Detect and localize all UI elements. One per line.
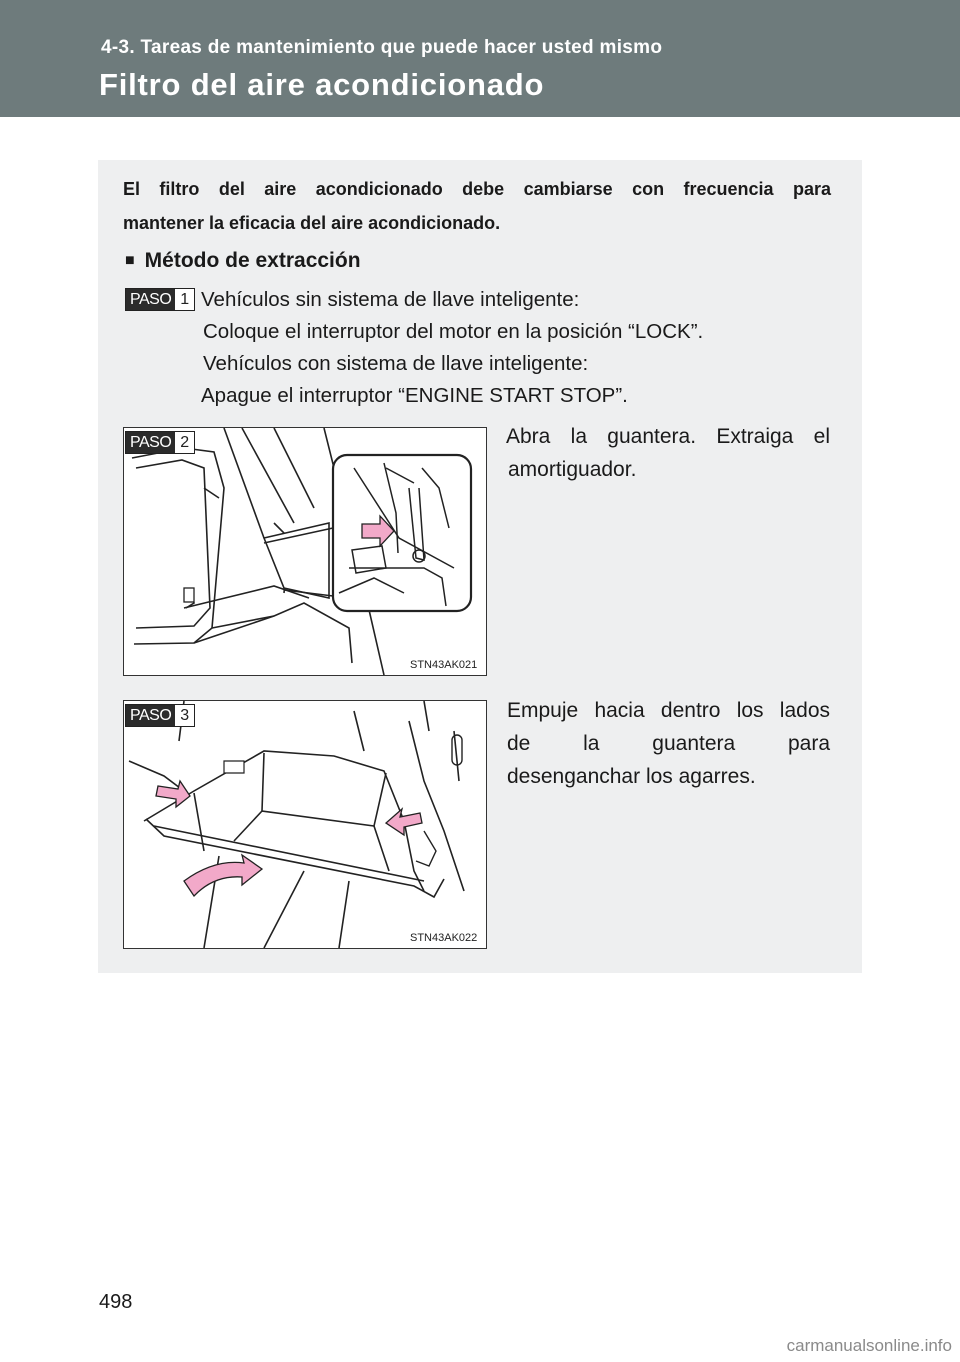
glovebox-unhook-illustration xyxy=(124,701,486,948)
step-2-line-1: Abra la guantera. Extraiga el xyxy=(506,425,830,448)
intro-line-1: El filtro del aire acondicionado debe cambiarse con frecuencia para xyxy=(123,179,831,199)
step-3-line-2: de la guantera para xyxy=(507,732,830,755)
step-1-badge xyxy=(125,288,195,311)
page-header xyxy=(0,0,960,117)
step-number: 1 xyxy=(180,291,190,308)
step-1-text xyxy=(201,284,703,412)
figure-code: STN43AK022 xyxy=(410,932,478,944)
figure-code: STN43AK021 xyxy=(410,659,478,671)
square-bullet-icon: ■ xyxy=(125,252,135,269)
step-label: PASO xyxy=(126,289,175,310)
step-number: 2 xyxy=(180,434,190,451)
step-2-text xyxy=(506,420,830,486)
step-3-line-1: Empuje hacia dentro los lados xyxy=(507,699,830,722)
intro-paragraph xyxy=(123,172,831,240)
watermark: carmanualsonline.info xyxy=(786,1336,952,1355)
step-2-badge xyxy=(125,431,195,454)
step-1-line-1: Vehículos sin sistema de llave inteligente: xyxy=(201,288,580,311)
step-3-line-3: desenganchar los agarres. xyxy=(507,765,756,788)
step-3-figure xyxy=(123,700,487,949)
step-1-line-2: Coloque el interruptor del motor en la posición “LOCK”. xyxy=(203,320,704,343)
step-3-text xyxy=(507,694,830,793)
step-label: PASO xyxy=(126,705,175,726)
method-heading xyxy=(125,249,361,273)
section-heading: 4-3. Tareas de mantenimiento que puede hacer usted mismo xyxy=(101,37,663,58)
step-2-figure xyxy=(123,427,487,676)
intro-line-2: mantener la eficacia del aire acondicionado. xyxy=(123,213,501,233)
step-3-badge xyxy=(125,704,195,727)
step-1-line-3: Vehículos con sistema de llave inteligente: xyxy=(203,352,589,375)
step-1-line-4: Apague el interruptor “ENGINE START STOP”. xyxy=(201,384,628,407)
page-number: 498 xyxy=(99,1291,133,1313)
method-title: Método de extracción xyxy=(144,249,361,272)
glovebox-damper-illustration xyxy=(124,428,486,675)
step-label: PASO xyxy=(126,432,175,453)
step-2-line-2: amortiguador. xyxy=(508,458,637,481)
page-title: Filtro del aire acondicionado xyxy=(99,67,545,102)
step-number: 3 xyxy=(180,707,190,724)
